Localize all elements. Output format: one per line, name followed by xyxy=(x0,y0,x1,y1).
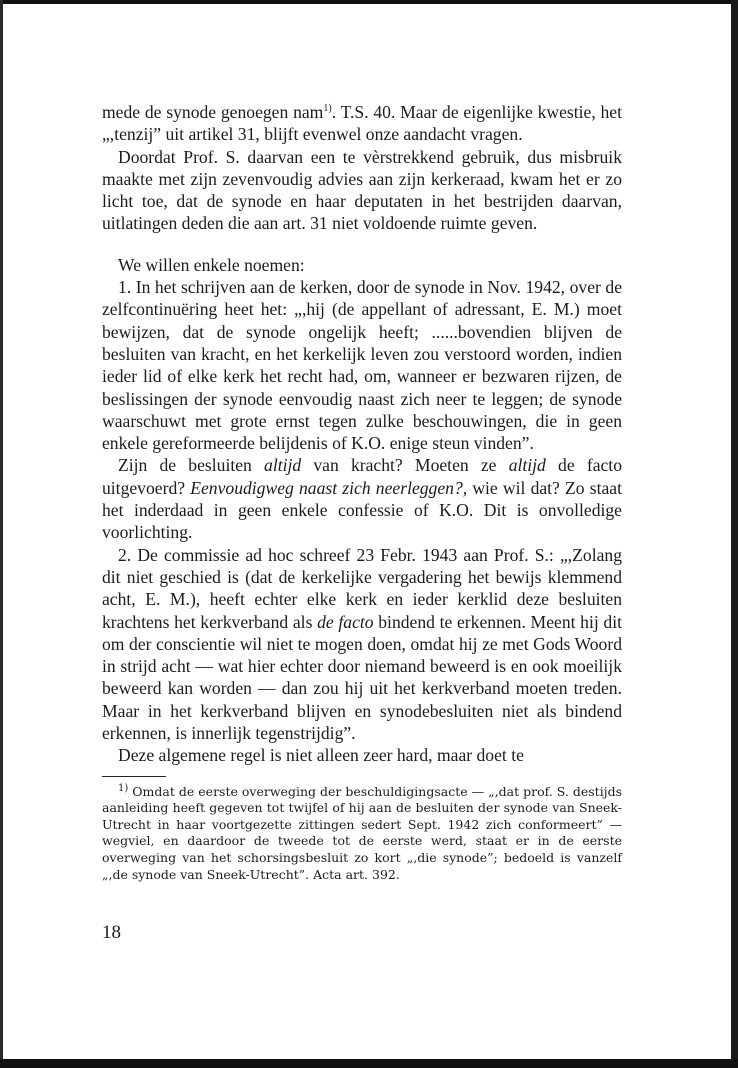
footnote-text: Omdat de eerste overweging der beschuldigingsacte — „,dat prof. S. destijds aanleiding heeft gegeven tot twijfel of hij aan de besluiten der synode van Sneek-Utrecht in haar voortgezette zittingen sedert Sept. 1942 zich conformeert” — wegviel, en daardoor de tweede tot de eerste werd, staat er in de eerste overweging van het schorsingsbesluit zo kort „,die synode”; bedoeld is vanzelf „,de synode van Sneek-Utrecht”. Acta art. 392. xyxy=(102,783,622,882)
footnote-marker: 1) xyxy=(118,782,129,794)
paragraph-4: 1. In het schrijven aan de kerken, door de synode in Nov. 1942, over de zelfcontinuëring heet het: „,hij (de appellant of adressant, E. M.) moet bewijzen, dat de synode ongelijk heeft; ......bovendien blijven de besluiten van kracht, en het kerkelijk leven zou verstoord worden, indien ieder lid of elke kerk het recht had, om, wanneer er bezwaren rijzen, de beslissingen der synode eenvoudig naast zich neer te leggen; de synode waarschuwt met grote ernst tegen zulke beschouwingen, die in geen enkele gereformeerde belijdenis of K.O. enige steun vinden”. xyxy=(102,277,622,454)
emphasis-quote: Eenvoudigweg naast zich neerleggen?, xyxy=(190,477,468,498)
paragraph-5: Zijn de besluiten altijd van kracht? Moeten ze altijd de facto uitgevoerd? Eenvoudigweg naast zich neerleggen?, wie wil dat? Zo staat het inderdaad in geen enkele confessie of K.O. Dit is onvolledige voorlichting. xyxy=(102,455,623,543)
paragraph-7: Deze algemene regel is niet alleen zeer hard, maar doet te xyxy=(118,745,524,766)
scan-border-right xyxy=(731,0,738,1068)
footnote-reference: 1) xyxy=(323,103,332,115)
emphasis-de-facto: de facto xyxy=(317,611,374,632)
scan-border-top xyxy=(0,0,738,4)
emphasis-altijd-2: altijd xyxy=(508,455,546,476)
paragraph-6: 2. De commissie ad hoc schreef 23 Febr. 1943 aan Prof. S.: „,Zolang dit niet geschied is (dat de kerkelijke vergadering het bewijs klemmend acht, E. M.), heeft echter elke kerk en ieder kerklid deze besluiten krachtens het kerkverband als de facto bindend te erkennen. Meent hij dit om der conscientie wil niet te mogen doen, omdat hij ze met Gods Woord in strijd acht — wat hier echter door niemand beweerd is en ook moeilijk beweerd kan worden — dan zou hij uit het kerkverband moeten treden. Maar in het kerkverband blijven en synodebesluiten niet als bindend erkennen, is innerlijk tegenstrijdig”. xyxy=(102,544,623,744)
scan-border-left xyxy=(0,0,3,1068)
paragraph-3: We willen enkele noemen: xyxy=(118,254,305,275)
footnote-divider xyxy=(102,776,166,777)
footnote xyxy=(102,784,622,884)
page-body xyxy=(102,101,622,883)
paragraph-2: Doordat Prof. S. daarvan een te vèrstrekkend gebruik, dus misbruik maakte met zijn zevenvoudig advies aan zijn kerkeraad, kwam het er zo licht toe, dat de synode en haar deputaten in het bestrijden daarvan, uitlatingen deden die aan art. 31 niet voldoende ruimte geven. xyxy=(102,146,622,234)
emphasis-altijd: altijd xyxy=(264,455,302,476)
paragraph-1: mede de synode genoegen nam$^{1)}$. T.S. 40. Maar de eigenlijke kwestie, het „,tenzij” uit artikel 31, blijft evenwel onze aandacht vragen. xyxy=(102,102,622,145)
page-number: 18 xyxy=(102,922,121,943)
scan-border-bottom xyxy=(0,1059,738,1068)
